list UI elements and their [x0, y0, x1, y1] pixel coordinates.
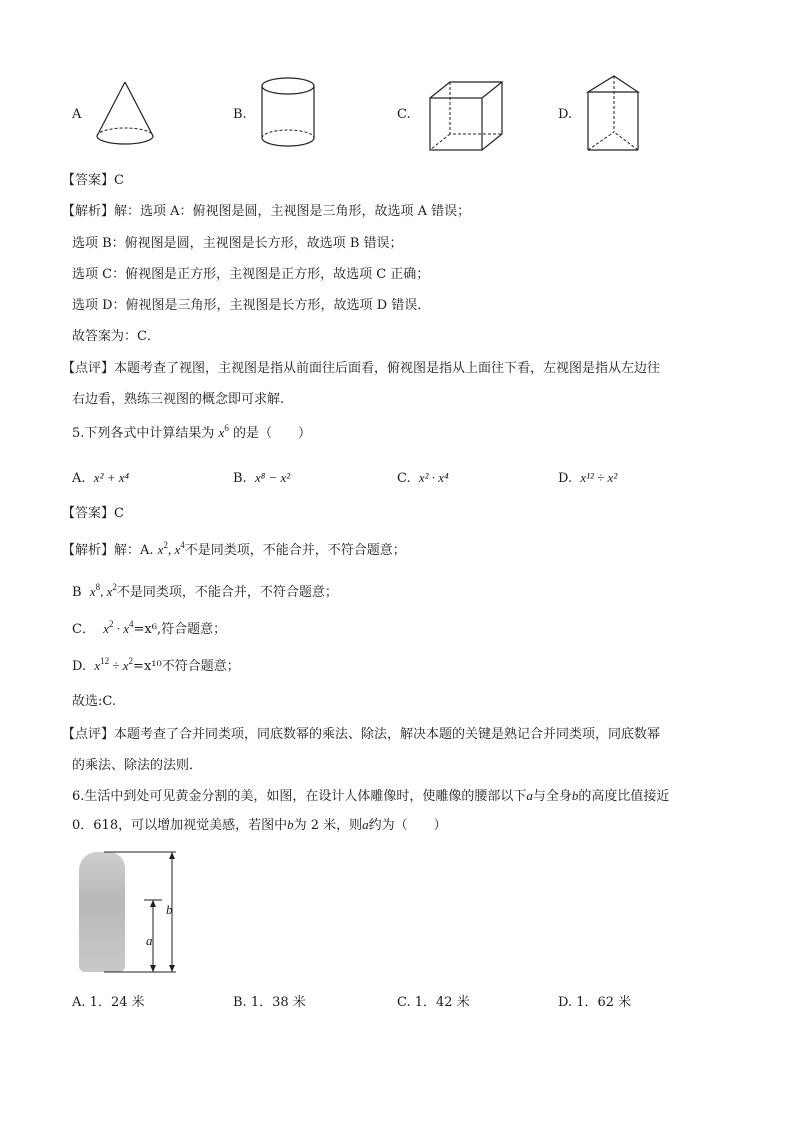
q5-option-c-expr: x² · x⁴	[418, 470, 449, 485]
figure-label-a: a	[146, 933, 153, 948]
triangular-prism-figure	[586, 74, 642, 152]
q5-analysis-b: B $x^8$, $x^2$不是同类项，不能合并，不符合题意；	[72, 582, 338, 600]
q5-stem-prefix: 5.下列各式中计算结果为	[72, 426, 215, 441]
q5-option-a: A. x² + x⁴	[72, 470, 130, 486]
q6-stem-line2: 0．618，可以增加视觉美感，若图中b为 2 米，则a约为（ ）	[72, 817, 447, 833]
q4-comment-line: 右边看，熟练三视图的概念即可求解.	[72, 392, 285, 407]
q6-option-d: D. 1．62 米	[558, 995, 632, 1010]
q5-option-d: D. x¹² ÷ x²	[558, 470, 618, 486]
q4-analysis-line: 【解析】解：选项 A：俯视图是圆，主视图是三角形，故选项 A 错误；	[62, 204, 471, 219]
cube-figure	[428, 80, 508, 152]
q6-option-b: B. 1．38 米	[233, 995, 306, 1010]
cone-figure	[94, 80, 156, 146]
q5-analysis-d: D. $x^{12} \div x^2=x^{10}$不符合题意；	[72, 656, 240, 674]
q5-comment-line: 【点评】本题考查了合并同类项，同底数幂的乘法、除法，解决本题的关键是熟记合并同类项，同底数幂	[62, 727, 661, 742]
q6-var-b: b	[571, 788, 579, 803]
q4-comment-line: 【点评】本题考查了视图，主视图是指从前面往后面看，俯视图是指从上面往下看，左视图是指从左边往	[62, 361, 661, 376]
q4-answer: 【答案】C	[62, 173, 124, 188]
q4-analysis-line: 选项 C：俯视图是正方形，主视图是正方形，故选项 C 正确；	[72, 267, 430, 282]
q5-option-d-expr: x¹² ÷ x²	[580, 470, 618, 485]
q4-analysis-line: 选项 D：俯视图是三角形，主视图是长方形，故选项 D 错误．	[72, 298, 431, 313]
q5-conclusion: 故选:C.	[72, 694, 116, 709]
figure-label-b: b	[166, 902, 173, 917]
q4-option-b-label: B.	[233, 107, 247, 122]
q4-option-d-label: D.	[558, 107, 573, 122]
q5-stem-suffix: 的是（ ）	[232, 426, 311, 441]
q5-option-b-expr: x⁸ − x²	[254, 470, 291, 485]
cylinder-figure	[259, 76, 317, 150]
q6-option-a: A. 1．24 米	[72, 995, 145, 1010]
q6-option-c: C. 1．42 米	[397, 995, 470, 1010]
q5-stem-target-expr: $x^6$	[218, 423, 229, 440]
q4-conclusion: 故答案为：C．	[72, 329, 160, 344]
q4-option-a-label: A	[72, 107, 82, 122]
q6-stem-line1: 6.生活中到处可见黄金分割的美，如图，在设计人体雕像时，使雕像的腰部以下a与全身b的高度比值接近	[72, 788, 670, 804]
q5-comment-line: 的乘法、除法的法则．	[72, 758, 203, 773]
q4-option-c-label: C.	[397, 107, 411, 122]
q6-var-a: a	[526, 788, 533, 803]
q5-option-a-expr: x² + x⁴	[93, 470, 130, 485]
q5-analysis-a: 【解析】解：A. $x^2$, $x^4$不是同类项，不能合并，不符合题意；	[62, 540, 406, 558]
q4-analysis-line: 选项 B：俯视图是圆，主视图是长方形，故选项 B 错误；	[72, 236, 403, 251]
q5-analysis-c: C． $x^2 \cdot x^4=x^6$,符合题意；	[72, 619, 227, 637]
q5-option-c: C. x² · x⁴	[397, 470, 449, 486]
q5-stem	[72, 424, 311, 443]
q5-option-b: B. x⁸ − x²	[233, 470, 291, 486]
q5-answer: 【答案】C	[62, 506, 124, 521]
